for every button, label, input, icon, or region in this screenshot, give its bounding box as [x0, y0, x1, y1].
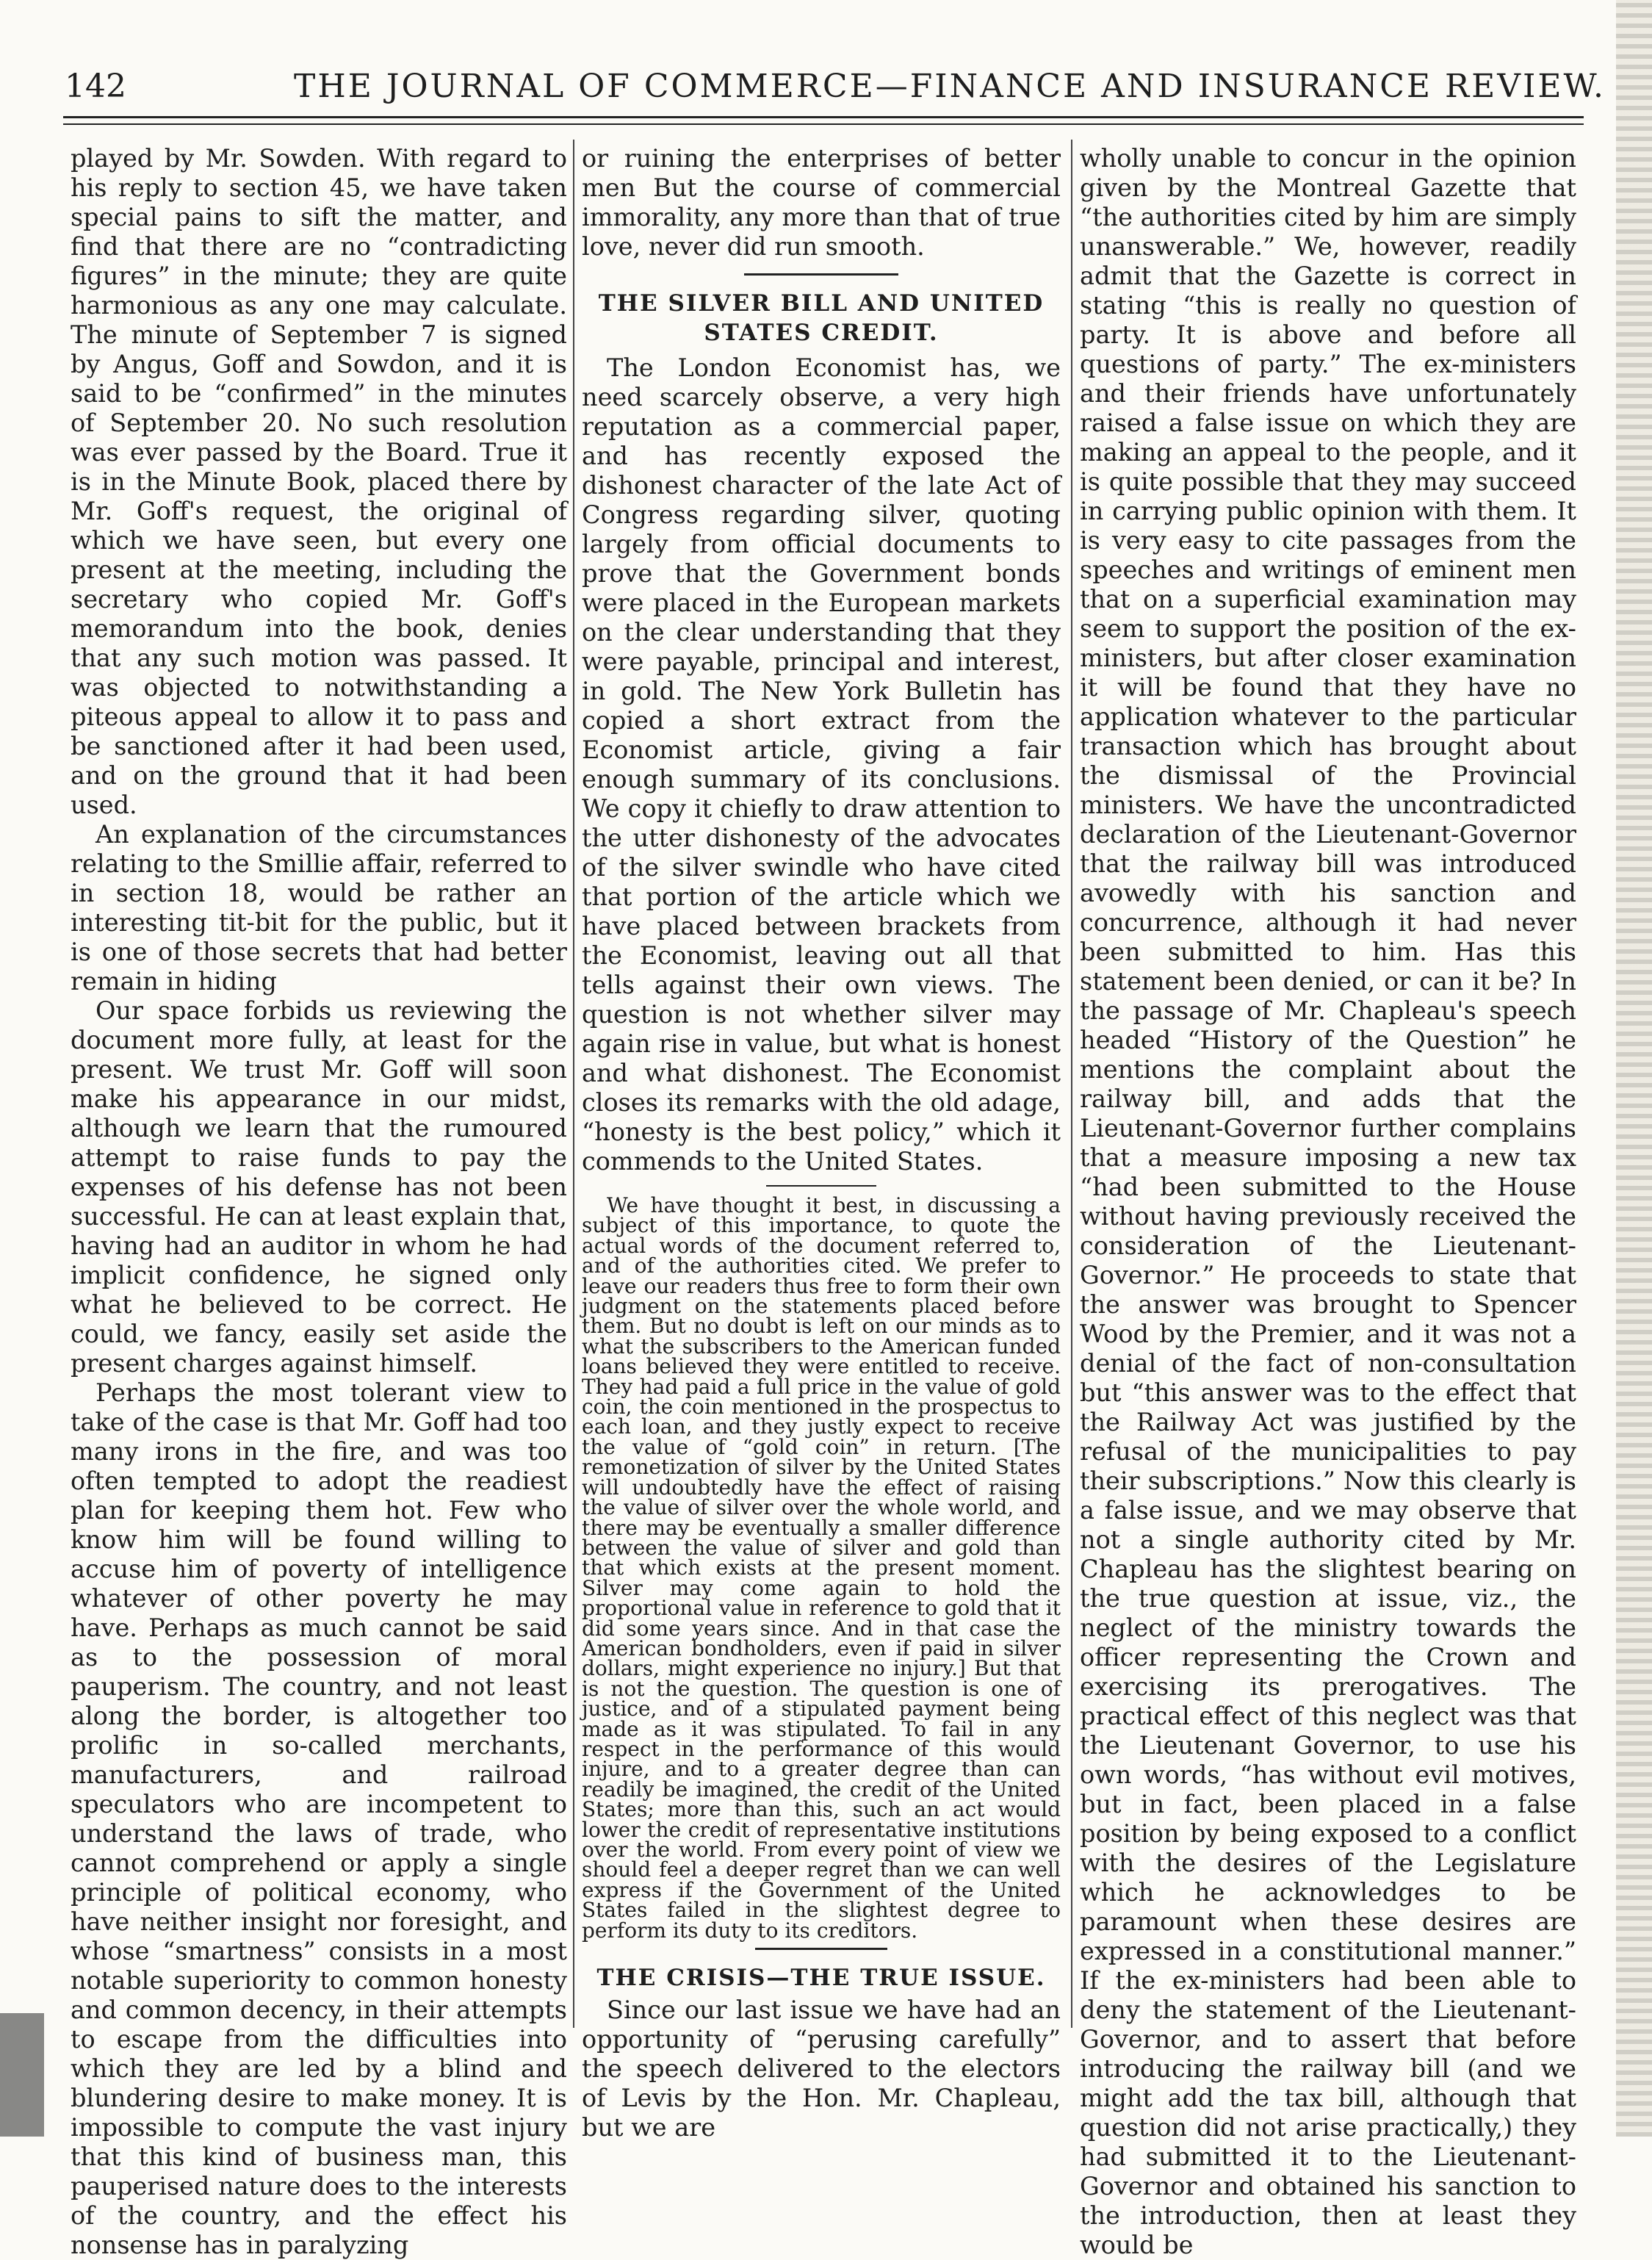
paragraph-london-economist: The London Economist has, we need scarcely observe, a very high reputation as a commercial paper, and has recently exposed the dishonest character of the late Act of Congress regarding silver, quoting largely from official documents to prove that the Government bonds were placed in the European markets on the clear understanding that they were payable, principal and interest, in gold. The New York Bulletin has copied a short extract from the Economist article, giving a fair enough summary of its conclusions. We copy it chiefly to draw attention to the utter dishonesty of the advocates of the silver swindle who have cited that portion of the article which we have placed between brackets from the Economist, leaving out all that tells against their own views. The question is not whether silver may again rise in value, but what is honest and what dishonest. The Economist closes its remarks with the old adage, “honesty is the best policy,” which it commends to the United States.: [582, 353, 1061, 1176]
column-divider-1: [573, 140, 574, 2028]
page-header: [57, 68, 1606, 112]
paragraph-chapleau-speech: Since our last issue we have had an opportunity of “perusing carefully” the speech delivered to the electors of Levis by the Hon. Mr. Chapleau, but we are: [582, 1996, 1061, 2142]
paragraph-smillie-affair: An explanation of the circumstances relating to the Smillie affair, referred to in section 18, would be rather an interesting tit-bit for the public, but it is one of those secrets that had better remain in hiding: [71, 820, 567, 996]
page-number: 142: [65, 68, 126, 105]
section-separator-crisis: [755, 1948, 887, 1950]
column-left: [71, 144, 567, 2260]
header-rule-thick: [63, 116, 1584, 118]
paragraph-tolerant-view: Perhaps the most tolerant view to take of the case is that Mr. Goff had too many irons in the fire, and was too often tempted to adopt the readiest plan for keeping them hot. Few who know him will be found willing to accuse him of poverty of intelligence whatever of other poverty he may have. Perhaps as much cannot be said as to the possession of moral pauperism. The country, and not least along the border, is altogether too prolific in so-called merchants, manufacturers, and railroad speculators who are incompetent to understand the laws of trade, who cannot comprehend or apply a single principle of political economy, who have neither insight nor foresight, and whose “smartness” consists in a most notable superiority to common honesty and common decency, in their attempts to escape from the difficulties into which they are led by a blind and blundering desire to make money. It is impossible to compute the vast injury that this kind of business man, this pauperised nature does to the interests of the country, and the effect his nonsense has in paralyzing: [71, 1378, 567, 2259]
journal-title: THE JOURNAL OF COMMERCE—FINANCE AND INSURANCE REVIEW.: [294, 68, 1606, 105]
paragraph-goff-minutes: played by Mr. Sowden. With regard to his reply to section 45, we have taken special pains to sift the matter, and find that there are no “contradicting figures” in the minute; they are quite harmonious as any one may calculate. The minute of September 7 is signed by Angus, Goff and Sowdon, and it is said to be “confirmed” in the minutes of September 20. No such resolution was ever passed by the Board. True it is in the Minute Book, placed there by Mr. Goff's request, the original of which we have seen, but every one present at the meeting, including the secretary who copied Mr. Goff's memorandum into the book, denies that any such motion was passed. It was objected to notwithstanding a piteous appeal to allow it to pass and be sanctioned after it had been used, and on the ground that it had been used.: [71, 144, 567, 819]
paragraph-continuation: or ruining the enterprises of better men But the course of commercial immorality, any more than that of true love, never did run smooth.: [582, 144, 1061, 261]
header-rule-thin: [63, 123, 1584, 125]
column-divider-2: [1071, 140, 1072, 2028]
quoted-economist-extract: We have thought it best, in discussing a subject of this importance, to quote the actual words of the document referred to, and of the authorities cited. We prefer to leave our readers thus free to form their own judgment on the statements placed before them. But no doubt is left on our minds as to what the subscribers to the American funded loans believed they were entitled to receive. They had paid a full price in the value of gold coin, the coin mentioned in the prospectus to each loan, and they justly expect to receive the value of “gold coin” in return. [The remonetization of silver by the United States will undoubtedly have the effect of raising the value of silver over the whole world, and there may be eventually a smaller difference between the value of silver and gold than that which exists at the present moment. Silver may come again to hold the proportional value in reference to gold that it did some years since. And in that case the American bondholders, even if paid in silver dollars, might experience no injury.] But that is not the question. The question is one of justice, and of a stipulated payment being made as it was stipulated. To fail in any respect in the performance of this would injure, and to a greater degree than can readily be imagined, the credit of the United States; more than this, such an act would lower the credit of representative institutions over the world. From every point of view we should feel a deeper regret than we can well express if the Government of the United States failed in the slightest degree to perform its duty to its creditors.: [582, 1193, 1061, 1943]
page-corner-damage: [0, 2013, 44, 2137]
column-middle: [582, 144, 1061, 2142]
heading-silver-bill: THE SILVER BILL AND UNITED STATES CREDIT.: [598, 290, 1045, 346]
page-edge-shadow: [1616, 0, 1652, 2137]
paragraph-space-forbids: Our space forbids us reviewing the document more fully, at least for the present. We trust Mr. Goff will soon make his appearance in our midst, although we learn that the rumoured attempt to raise funds to pay the expenses of his defense has not been successful. He can at least explain that, having had an auditor in whom he had implicit confidence, he signed only what he believed to be correct. He could, we fancy, easily set aside the present charges against himself.: [71, 996, 567, 1378]
column-right: [1080, 144, 1576, 2260]
paragraph-gazette-false-issue: wholly unable to concur in the opinion given by the Montreal Gazette that “the authorities cited by him are simply unanswerable.” We, however, readily admit that the Gazette is correct in stating “this is really no question of party. It is above and before all questions of party.” The ex-ministers and their friends have unfortunately raised a false issue on which they are making an appeal to the people, and it is quite possible that they may succeed in carrying public opinion with them. It is very easy to cite passages from the speeches and writings of eminent men that on a superficial examination may seem to support the position of the ex-ministers, but after closer examination it will be found that they have no application whatever to the particular transaction which has brought about the dismissal of the Provincial ministers. We have the uncontradicted declaration of the Lieutenant-Governor that the railway bill was introduced avowedly with his sanction and concurrence, although it had never been submitted to him. Has this statement been denied, or can it be? In the passage of Mr. Chapleau's speech headed “History of the Question” he mentions the complaint about the railway bill, and adds that the Lieutenant-Governor further complains that a measure imposing a new tax “had been submitted to the House without having previously received the consideration of the Lieutenant-Governor.” He proceeds to state that the answer was brought to Spencer Wood by the Premier, and it was not a denial of the fact of non-consultation but “this answer was to the effect that the Railway Act was justified by the refusal of the municipalities to pay their subscriptions.” Now this clearly is a false issue, and we may observe that not a single authority cited by Mr. Chapleau has the slightest bearing on the true question at issue, viz., the neglect of the ministry towards the officer representing the Crown and exercising its prerogatives. The practical effect of this neglect was that the Lieutenant Governor, to use his own words, “has without evil motives, but in fact, been placed in a false position by being exposed to a conflict with the desires of the Legislature which he acknowledges to be paramount when these desires are expressed in a constitutional manner.” If the ex-ministers had been able to deny the statement of the Lieutenant-Governor, and to assert that before introducing the railway bill (and we might add the tax bill, although that question did not arise practically,) they had submitted it to the Lieutenant-Governor and obtained his sanction to the introduction, then at least they would be: [1080, 144, 1576, 2259]
section-separator: [744, 273, 898, 276]
heading-crisis-true-issue: THE CRISIS—THE TRUE ISSUE.: [596, 1965, 1046, 1992]
quote-separator: [766, 1185, 876, 1187]
